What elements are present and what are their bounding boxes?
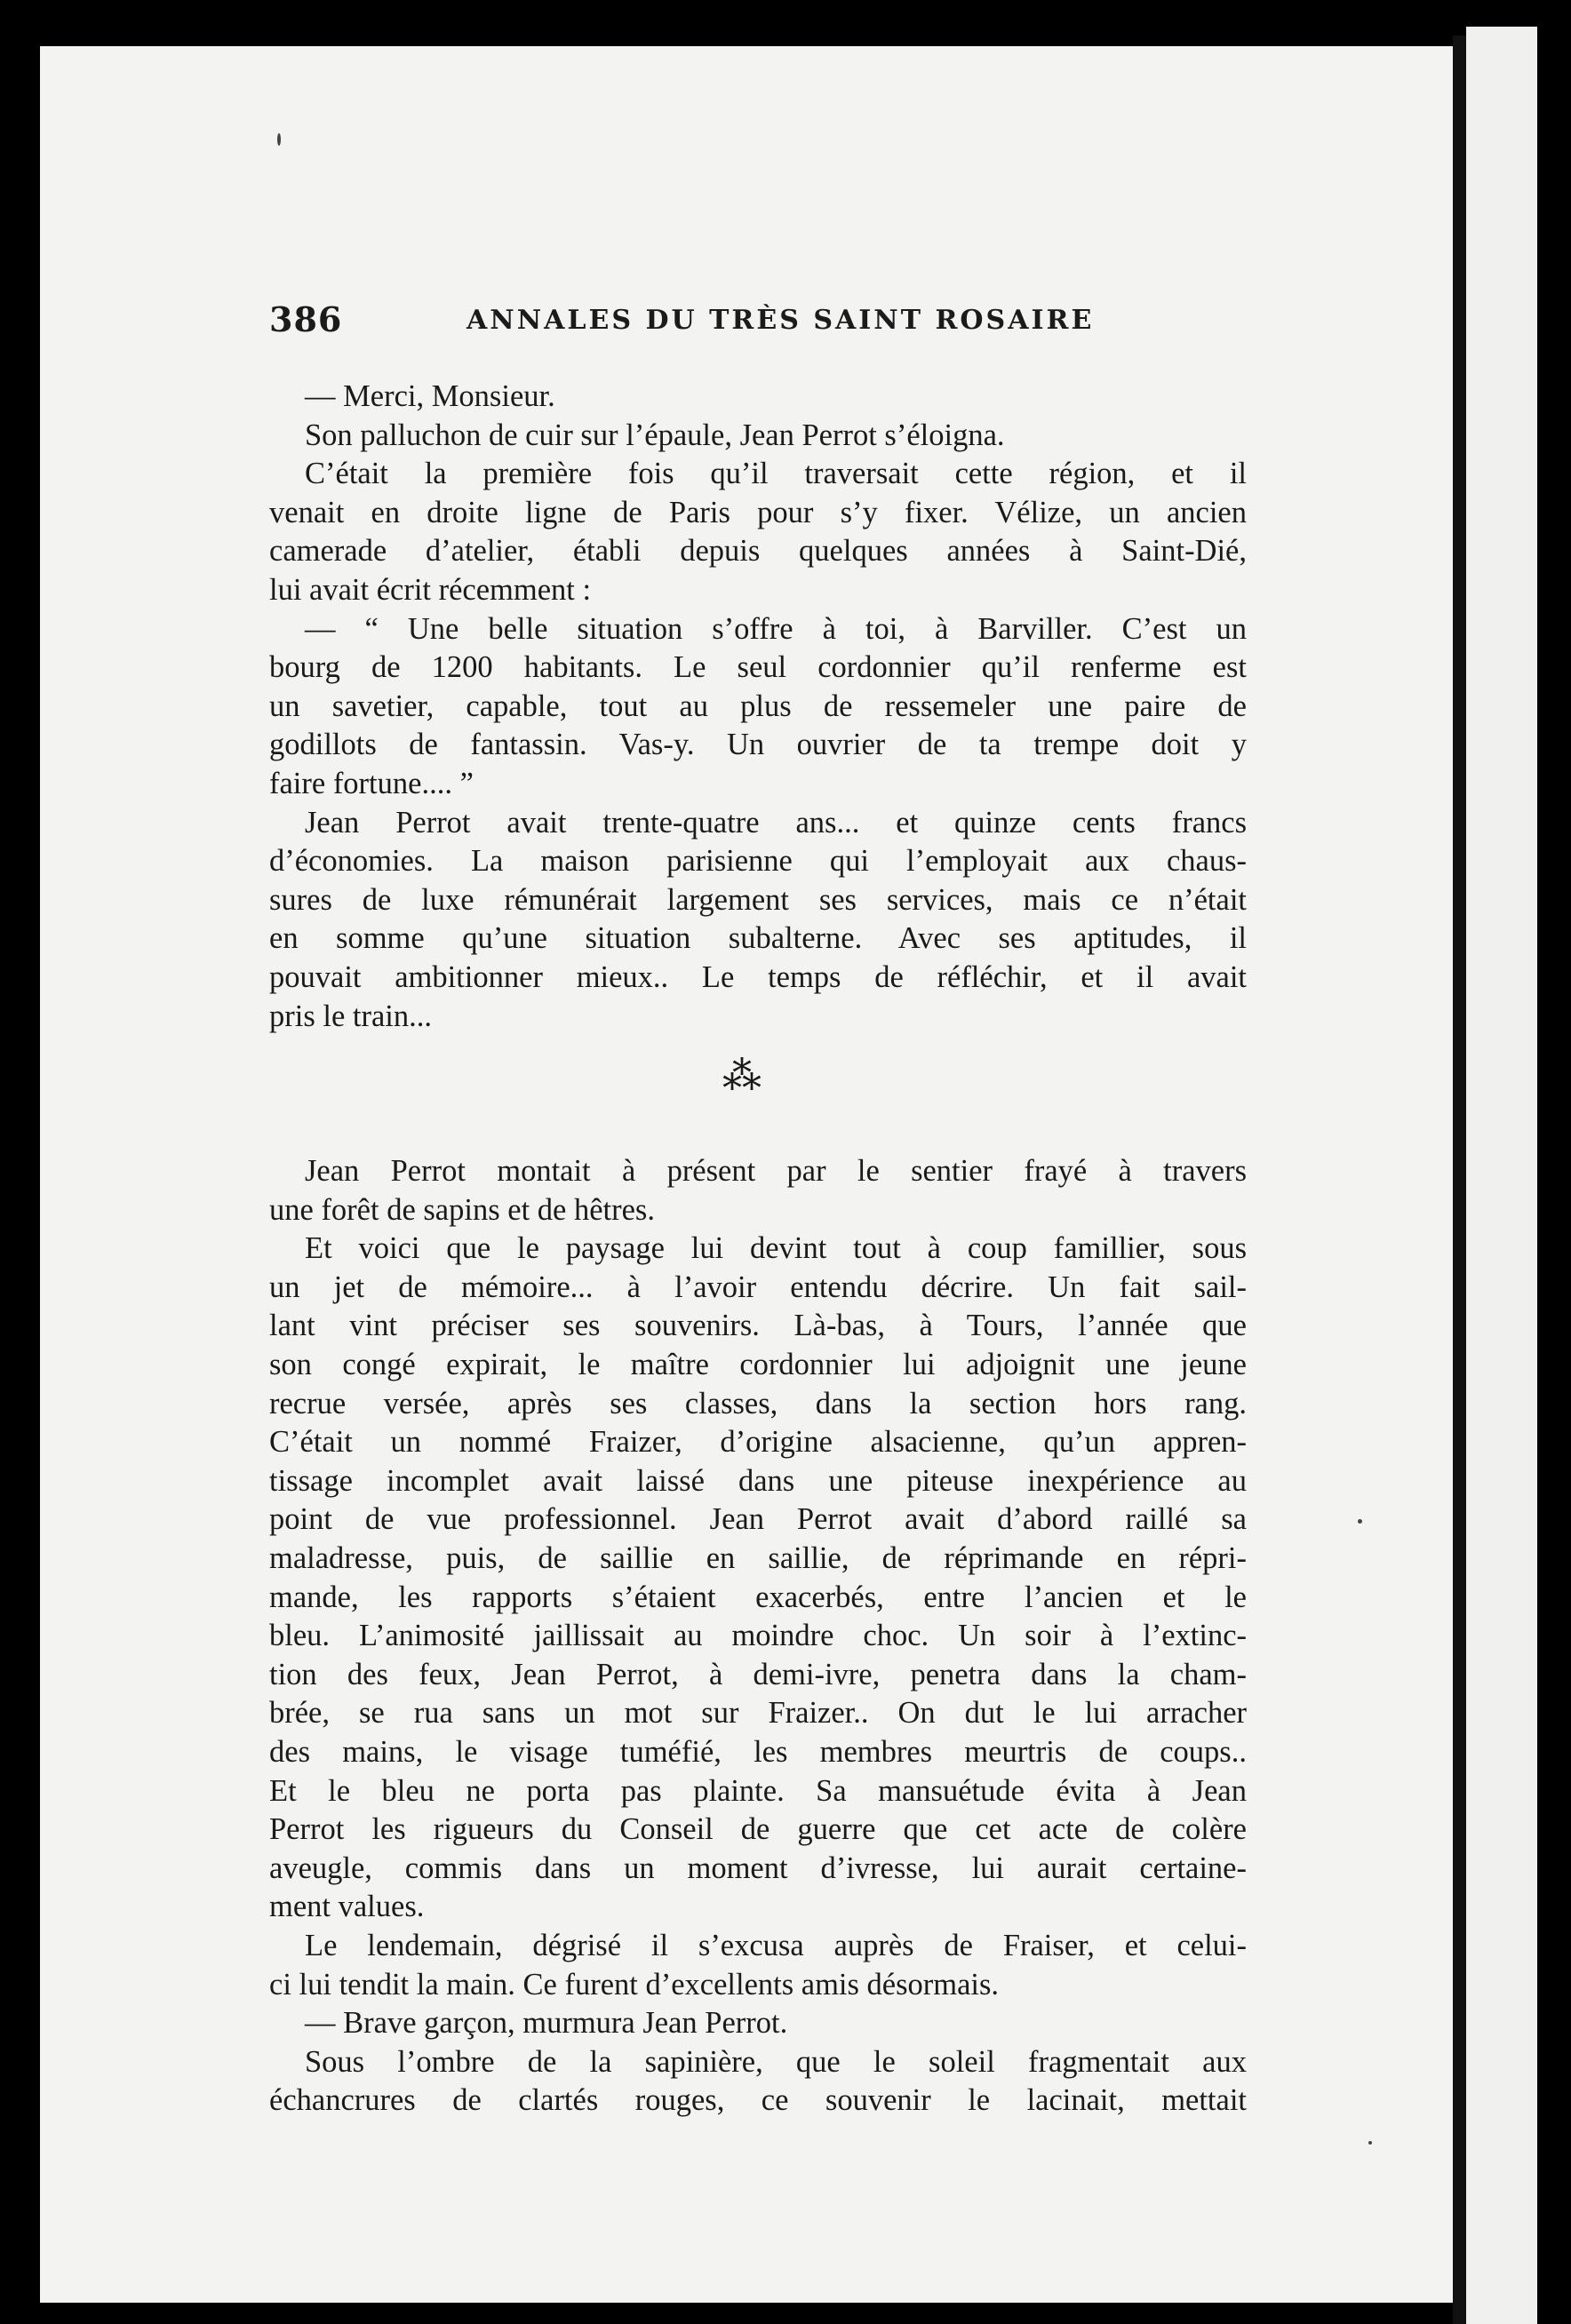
page-gutter-shadow <box>1453 36 1466 2324</box>
text-line: godillots de fantassin. Vas-y. Un ouvrier de ta trempe doit y <box>269 728 1247 762</box>
text-line: tissage incomplet avait laissé dans une piteuse inexpérience au <box>269 1463 1247 1498</box>
paragraph <box>269 804 1247 1037</box>
paragraph <box>269 378 1247 417</box>
paragraph <box>269 455 1247 609</box>
text-line: C’était la première fois qu’il traversait cette région, et il <box>305 457 1247 491</box>
text-line: lant vint préciser ses souvenirs. Là-bas, à Tours, l’année que <box>269 1309 1247 1343</box>
section-separator <box>269 1036 1247 1152</box>
text-line: maladresse, puis, de saillie en saillie, de réprimande en répri- <box>269 1541 1247 1576</box>
text-line: point de vue professionnel. Jean Perrot avait d’abord raillé sa <box>269 1502 1247 1537</box>
text-line: C’était un nommé Fraizer, d’origine alsacienne, qu’un appren- <box>269 1425 1247 1460</box>
text-line: échancrures de clartés rouges, ce souvenir le lacinait, mettait <box>269 2083 1247 2118</box>
text-line: bleu. L’animosité jaillissait au moindre choc. Un soir à l’extinc- <box>269 1619 1247 1653</box>
text-line: recrue versée, après ses classes, dans la section hors rang. <box>269 1386 1247 1421</box>
text-line: un jet de mémoire... à l’avoir entendu décrire. Un fait sail- <box>269 1269 1247 1304</box>
paragraph <box>269 2004 1247 2043</box>
text-line: sures de luxe rémunérait largement ses services, mais ce n’était <box>269 882 1247 917</box>
paragraph <box>269 610 1247 804</box>
body-text <box>269 378 1247 2121</box>
text-line: camerade d’atelier, établi depuis quelques années à Saint-Dié, <box>269 534 1247 569</box>
text-line: bourg de 1200 habitants. Le seul cordonnier qu’il renferme est <box>269 650 1247 685</box>
page-number: 386 <box>269 299 343 339</box>
text-line: ci lui tendit la main. Ce furent d’excellents amis désormais. <box>269 1967 1000 2002</box>
text-line: — Merci, Monsieur. <box>305 379 555 413</box>
text-line: Et le bleu ne porta pas plainte. Sa mansuétude évita à Jean <box>269 1773 1247 1808</box>
text-line: tion des feux, Jean Perrot, à demi-ivre, penetra dans la cham- <box>269 1657 1247 1691</box>
text-line: — Brave garçon, murmura Jean Perrot. <box>305 2006 788 2041</box>
text-line: Le lendemain, dégrisé il s’excusa auprès de Fraiser, et celui- <box>305 1928 1247 1962</box>
scan-speck <box>1368 2141 1372 2145</box>
paragraph <box>269 417 1247 456</box>
paragraph <box>269 1927 1247 2004</box>
text-line: ment values. <box>269 1890 425 1924</box>
paragraph <box>269 1152 1247 1230</box>
text-line: mande, les rapports s’étaient exacerbés, entre l’ancien et le <box>269 1580 1247 1614</box>
text-line: en somme qu’une situation subalterne. Avec ses aptitudes, il <box>269 921 1247 956</box>
text-line: d’économies. La maison parisienne qui l’employait aux chaus- <box>269 844 1247 879</box>
page-header <box>269 299 1247 339</box>
text-line: Jean Perrot montait à présent par le sentier frayé à travers <box>305 1154 1247 1189</box>
scan-speck <box>1358 1519 1362 1524</box>
running-head: ANNALES DU TRÈS SAINT ROSAIRE <box>467 305 1095 336</box>
paragraph <box>269 1230 1247 1927</box>
asterism-glyph: ⁂ <box>722 1055 758 1099</box>
text-line: — “ Une belle situation s’offre à toi, à Barviller. C’est un <box>305 611 1247 646</box>
text-line: pouvait ambitionner mieux.. Le temps de réfléchir, et il avait <box>269 959 1247 994</box>
text-line: lui avait écrit récemment : <box>269 572 592 607</box>
text-line: faire fortune.... ” <box>269 766 474 800</box>
text-line: des mains, le visage tuméfié, les membres meurtris de coups.. <box>269 1735 1247 1769</box>
text-line: son congé expirait, le maître cordonnier lui adjoignit une jeune <box>269 1348 1247 1382</box>
scan-speck <box>277 133 281 146</box>
text-line: venait en droite ligne de Paris pour s’y fixer. Vélize, un ancien <box>269 495 1247 529</box>
text-line: Et voici que le paysage lui devint tout à coup famillier, sous <box>305 1231 1247 1266</box>
text-line: Perrot les rigueurs du Conseil de guerre que cet acte de colère <box>269 1812 1247 1847</box>
text-line: un savetier, capable, tout au plus de ressemeler une paire de <box>269 688 1247 723</box>
text-line: brée, se rua sans un mot sur Fraizer.. On dut le lui arracher <box>269 1696 1247 1731</box>
text-line: aveugle, commis dans un moment d’ivresse, lui aurait certaine- <box>269 1850 1247 1885</box>
text-line: Sous l’ombre de la sapinière, que le soleil fragmentait aux <box>305 2044 1247 2079</box>
text-line: une forêt de sapins et de hêtres. <box>269 1192 655 1227</box>
text-line: pris le train... <box>269 999 432 1033</box>
next-page-edge <box>1466 27 1537 2324</box>
text-line: Jean Perrot avait trente-quatre ans... et quinze cents francs <box>305 805 1247 840</box>
text-line: Son palluchon de cuir sur l’épaule, Jean Perrot s’éloigna. <box>305 418 1005 452</box>
paragraph <box>269 2043 1247 2121</box>
